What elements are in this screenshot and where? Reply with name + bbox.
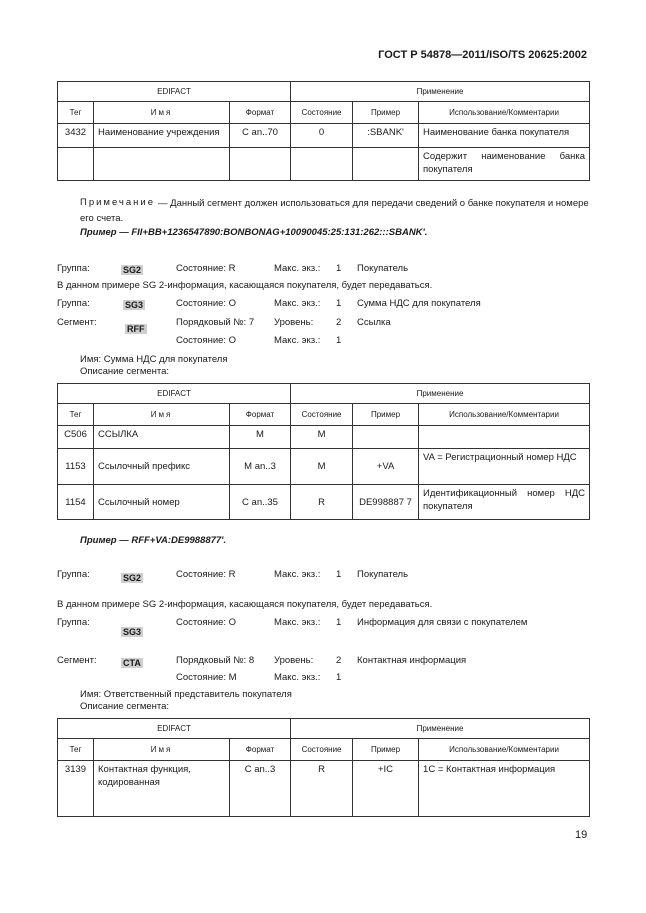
header-format: Формат (230, 404, 291, 426)
cell-example: DE998887 7 (353, 485, 419, 520)
segment-level-label: Уровень: (274, 655, 314, 666)
cell-state: R (291, 761, 353, 817)
header-name: Имя (94, 404, 230, 426)
header-name: Имя (94, 739, 230, 761)
segment-tag: RFF (127, 324, 145, 334)
cell-usage: Наименование банка покупателя (419, 124, 590, 148)
cell-format: C an..35 (230, 485, 291, 520)
cell-example: +VA (353, 449, 419, 485)
table-row (58, 426, 590, 449)
cell-state (291, 148, 353, 181)
header-example: Пример (353, 102, 419, 124)
group2-state: Состояние: О (176, 298, 237, 309)
segment-tag: CTA (123, 658, 141, 668)
example-1: Пример — FII+BB+1236547890:BONBONAG+10090045:25:131:262:::SBANK'. (80, 227, 428, 238)
segment-state: Состояние: M (176, 672, 237, 683)
cell-tag: 3139 (58, 761, 94, 817)
cell-format: M (230, 426, 291, 449)
group2-label: Группа: (57, 617, 90, 628)
cell-example: :SBANK' (353, 124, 419, 148)
note-label: Примечание (80, 197, 155, 208)
segment-desc: Контактная информация (357, 655, 467, 666)
group2-tag: SG3 (123, 627, 142, 637)
header-usage: Использование/Комментарии (419, 404, 590, 426)
cell-name: Ссылочный префикс (94, 449, 230, 485)
table-row (58, 124, 590, 148)
group2-desc: Сумма НДС для покупателя (357, 298, 481, 309)
cell-state: M (291, 426, 353, 449)
header-application: Применение (291, 82, 590, 102)
cell-name: ССЫЛКА (94, 426, 230, 449)
cell-tag: C506 (58, 426, 94, 449)
segment-max-label: Макс. экз.: (274, 335, 321, 346)
note-text: — Данный сегмент должен использоваться для передачи сведений о банке покупателя и номере его счета. (80, 198, 589, 224)
segment-label: Сегмент: (57, 317, 97, 328)
header-usage: Использование/Комментарии (419, 739, 590, 761)
cell-example (353, 148, 419, 181)
document-header: ГОСТ Р 54878—2011/ISO/TS 20625:2002 (378, 49, 587, 61)
info-line: В данном примере SG 2-информация, касающаяся покупателя, будет передаваться. (57, 599, 433, 610)
group2-state: Состояние: О (176, 617, 237, 628)
header-state: Состояние (291, 739, 353, 761)
header-state: Состояние (291, 404, 353, 426)
header-application: Применение (291, 384, 590, 404)
header-application: Применение (291, 719, 590, 739)
cell-usage: Идентификационный номер НДС покупателя (419, 485, 590, 520)
table-row (58, 761, 590, 817)
group2-max: 1 (336, 298, 342, 309)
header-example: Пример (353, 404, 419, 426)
cell-format: C an..70 (230, 124, 291, 148)
header-tag: Тег (58, 739, 94, 761)
cell-tag: 1154 (58, 485, 94, 520)
segment-seq: Порядковый №: 8 (176, 655, 255, 666)
cell-tag: 3432 (58, 124, 94, 148)
cell-name: Контактная функция, кодированная (94, 761, 230, 817)
cell-name: Ссылочный номер (94, 485, 230, 520)
header-name: Имя (94, 102, 230, 124)
header-format: Формат (230, 102, 291, 124)
name-line: Имя: Ответственный представитель покупателя (80, 689, 292, 700)
group2-max: 1 (336, 617, 342, 628)
group-max-label: Макс. экз.: (274, 569, 321, 580)
table-row (58, 485, 590, 520)
segment-level: 2 (336, 317, 342, 328)
header-edifact: EDIFACT (58, 384, 291, 404)
cell-tag: 1153 (58, 449, 94, 485)
segment-seq: Порядковый №: 7 (176, 317, 255, 328)
segment-level: 2 (336, 655, 342, 666)
header-edifact: EDIFACT (58, 719, 291, 739)
cell-tag (58, 148, 94, 181)
cell-example (353, 426, 419, 449)
group-label: Группа: (57, 263, 90, 274)
cell-state: R (291, 485, 353, 520)
group-tag: SG2 (123, 573, 142, 583)
cell-name: Наименование учреждения (94, 124, 230, 148)
group-desc: Покупатель (357, 263, 409, 274)
segment-max: 1 (336, 335, 342, 346)
group-state: Состояние: R (176, 263, 236, 274)
segment-table-3 (57, 718, 590, 817)
group2-tag: SG3 (125, 300, 144, 310)
segment-label: Сегмент: (57, 655, 97, 666)
group-tag: SG2 (123, 265, 142, 275)
header-tag: Тег (58, 102, 94, 124)
group2-label: Группа: (57, 298, 90, 309)
cell-usage: Содержит наименование банка покупателя (419, 148, 590, 181)
header-tag: Тег (58, 404, 94, 426)
desc-line: Описание сегмента: (80, 366, 170, 377)
group-max: 1 (336, 569, 342, 580)
group-desc: Покупатель (357, 569, 409, 580)
segment-table-1 (57, 81, 590, 181)
header-usage: Использование/Комментарии (419, 102, 590, 124)
segment-level-label: Уровень: (274, 317, 314, 328)
segment-max: 1 (336, 672, 342, 683)
cell-usage: 1C = Контактная информация (419, 761, 590, 817)
group-max-label: Макс. экз.: (274, 263, 321, 274)
cell-format: C an..3 (230, 761, 291, 817)
info-line: В данном примере SG 2-информация, касающаяся покупателя, будет передаваться. (57, 280, 433, 291)
header-state: Состояние (291, 102, 353, 124)
group-state: Состояние: R (176, 569, 236, 580)
segment-table-2 (57, 383, 590, 520)
cell-format: M an..3 (230, 449, 291, 485)
cell-format (230, 148, 291, 181)
group2-max-label: Макс. экз.: (274, 617, 321, 628)
page-number: 19 (575, 829, 588, 841)
cell-name (94, 148, 230, 181)
table-row (58, 449, 590, 485)
group2-max-label: Макс. экз.: (274, 298, 321, 309)
table-row (58, 148, 590, 181)
group-label: Группа: (57, 569, 90, 580)
group2-desc: Информация для связи с покупателем (357, 617, 528, 628)
header-example: Пример (353, 739, 419, 761)
segment-max-label: Макс. экз.: (274, 672, 321, 683)
group-max: 1 (336, 263, 342, 274)
segment-state: Состояние: О (176, 335, 237, 346)
header-edifact: EDIFACT (58, 82, 291, 102)
desc-line: Описание сегмента: (80, 701, 170, 712)
header-format: Формат (230, 739, 291, 761)
cell-example: +IC (353, 761, 419, 817)
example-2: Пример — RFF+VA:DE9988877'. (80, 535, 227, 546)
segment-desc: Ссылка (357, 317, 391, 328)
cell-state: 0 (291, 124, 353, 148)
cell-state: M (291, 449, 353, 485)
name-line: Имя: Сумма НДС для покупателя (80, 354, 228, 365)
cell-usage (419, 426, 590, 449)
cell-usage: VA = Регистрационный номер НДС (419, 449, 590, 485)
